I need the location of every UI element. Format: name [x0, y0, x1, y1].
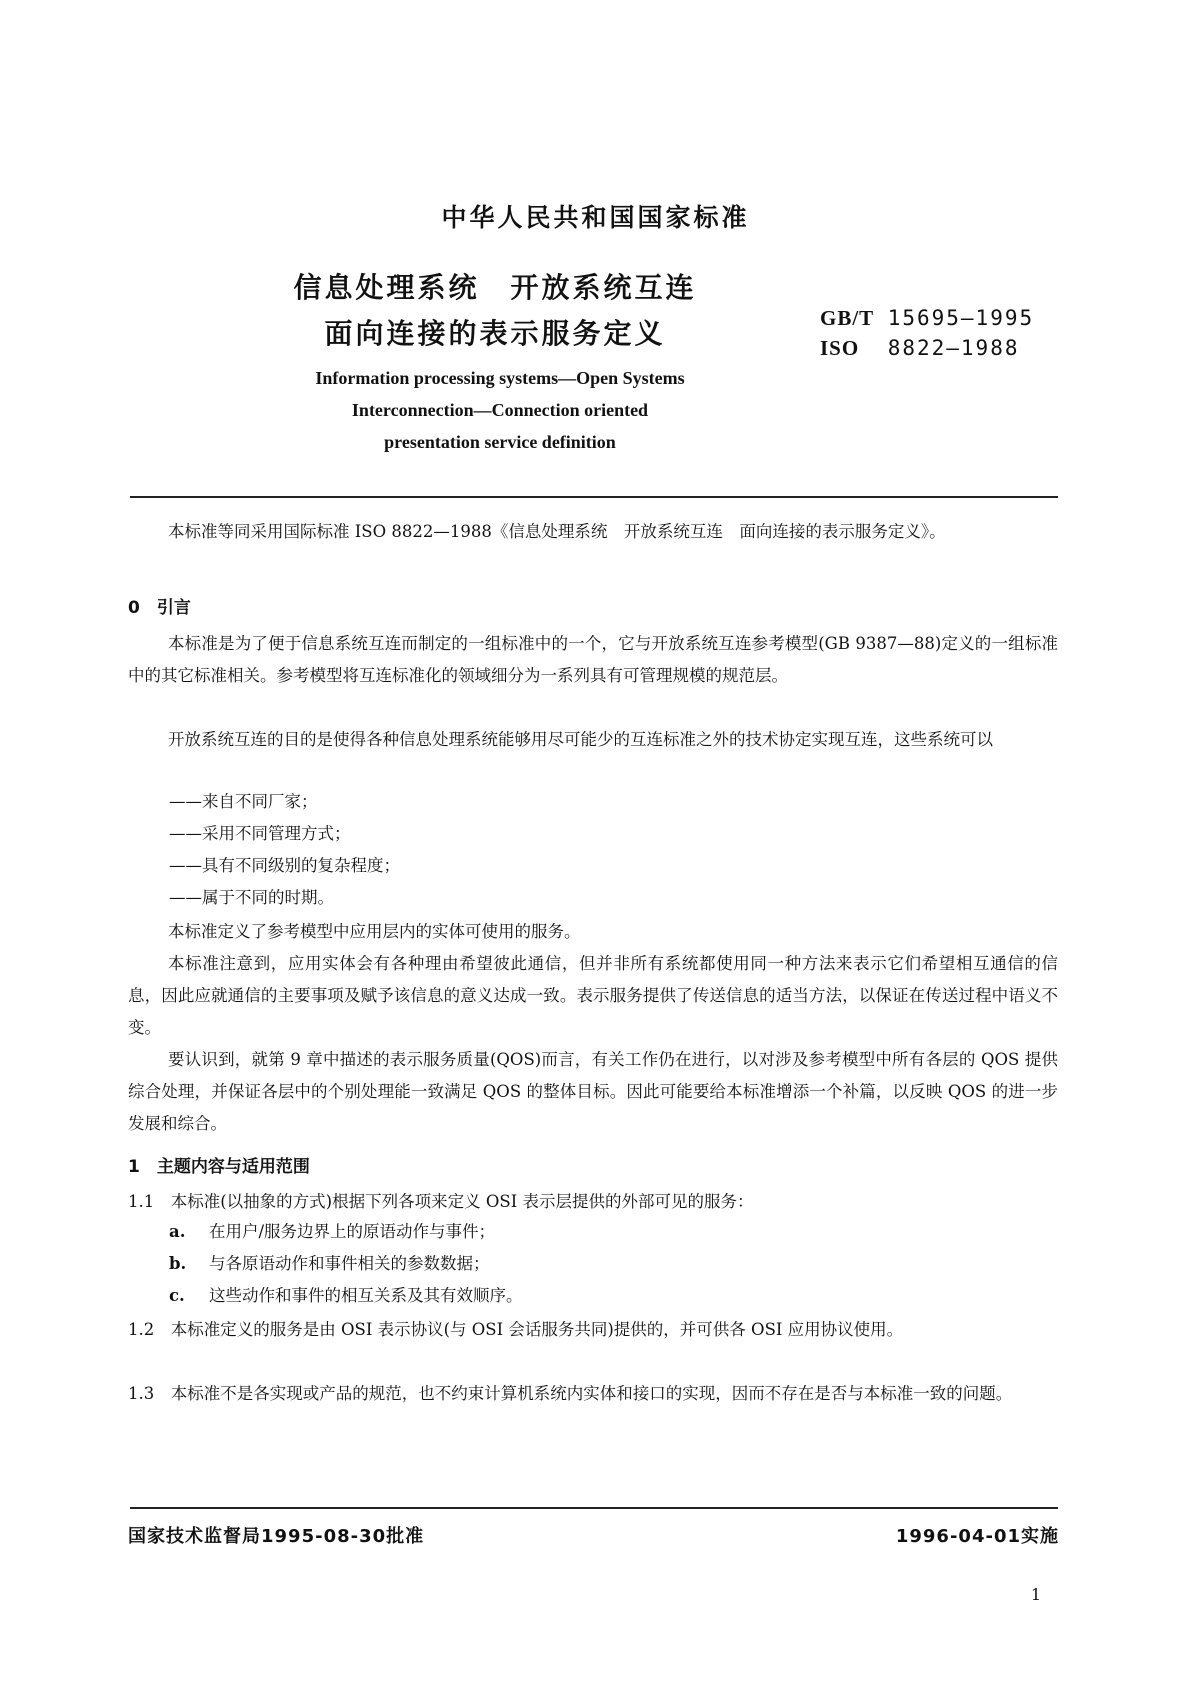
title-cn-line1: 信息处理系统 开放系统互连: [293, 271, 697, 304]
approval-date: 国家技术监督局1995-08-30批准: [128, 1526, 425, 1547]
std-iso-label: ISO: [820, 336, 860, 360]
list-item-text: 在用户/服务边界上的原语动作与事件；: [209, 1222, 496, 1241]
list-item: [169, 1218, 495, 1242]
list-item-text: 与各原语动作和事件相关的参数数据；: [209, 1254, 490, 1273]
page-number: 1: [1030, 1585, 1041, 1604]
intro-paragraph-2: 开放系统互连的目的是使得各种信息处理系统能够用尽可能少的互连标准之外的技术协定实现互连，这些系统可以: [168, 730, 993, 749]
intro-paragraph-5: 要认识到，就第 9 章中描述的表示服务质量(QOS)而言，有关工作仍在进行，以对涉及参考模型中所有各层的 QOS 提供综合处理，并保证各层中的个别处理能一致满足 QOS 的整体目标。因此可能要给本标准增添一个补篇，以反映 QOS 的进一步发展和综合。: [128, 1050, 1058, 1133]
list-item: [169, 1250, 490, 1274]
list-item-text: 这些动作和事件的相互关系及其有效顺序。: [209, 1286, 523, 1305]
clause-1-2: 1.2 本标准定义的服务是由 OSI 表示协议(与 OSI 会话服务共同)提供的，并可供各 OSI 应用协议使用。: [128, 1320, 904, 1339]
intro-paragraph-1: 本标准是为了便于信息系统互连而制定的一组标准中的一个，它与开放系统互连参考模型(GB 9387—88)定义的一组标准中的其它标准相关。参考模型将互连标准化的领域细分为一系列具有可管理规模的规范层。: [128, 634, 1058, 685]
title-cn-line2: 面向连接的表示服务定义: [324, 317, 666, 350]
list-item-marker: b.: [169, 1254, 187, 1273]
std-gbt-number: 15695—1995: [887, 306, 1035, 330]
std-iso-number: 8822—1988: [887, 336, 1020, 360]
dash-item: ——采用不同管理方式；: [169, 824, 351, 843]
title-en-line3: presentation service definition: [384, 432, 616, 452]
title-en-line1: Information processing systems—Open Systems: [315, 368, 685, 388]
intro-paragraph-4: 本标准注意到，应用实体会有各种理由希望彼此通信，但并非所有系统都使用同一种方法来表示它们希望相互通信的信息，因此应就通信的主要事项及赋予该信息的意义达成一致。表示服务提供了传送信息的适当方法，以保证在传送过程中语义不变。: [128, 954, 1058, 1037]
title-en-line2: Interconnection—Connection oriented: [351, 400, 649, 420]
list-item-marker: c.: [169, 1286, 185, 1305]
adoption-note: 本标准等同采用国际标准 ISO 8822—1988《信息处理系统 开放系统互连 面向连接的表示服务定义》。: [168, 522, 946, 541]
dash-item: ——来自不同厂家；: [169, 792, 318, 811]
intro-paragraph-3: 本标准定义了参考模型中应用层内的实体可使用的服务。: [168, 922, 581, 941]
std-gbt-label: GB/T: [820, 306, 875, 330]
list-item: [169, 1282, 523, 1306]
list-item-marker: a.: [169, 1222, 186, 1241]
implementation-date: 1996-04-01实施: [895, 1526, 1059, 1547]
section-1-heading: 1 主题内容与适用范围: [128, 1157, 310, 1177]
clause-1-1: 1.1 本标准(以抽象的方式)根据下列各项来定义 OSI 表示层提供的外部可见的服务：: [128, 1192, 754, 1211]
dash-item: ——属于不同的时期。: [169, 888, 334, 907]
section-0-heading: 0 引言: [128, 598, 191, 618]
clause-1-3: 1.3 本标准不是各实现或产品的规范，也不约束计算机系统内实体和接口的实现，因而不存在是否与本标准一致的问题。: [128, 1384, 1013, 1403]
national-standard-heading: 中华人民共和国国家标准: [441, 203, 750, 232]
header-divider: [130, 496, 1058, 498]
standard-number-iso: [820, 336, 1019, 361]
standard-number-gbt: [820, 306, 1034, 331]
footer-divider: [130, 1507, 1058, 1509]
title-en: [200, 362, 800, 458]
dash-item: ——具有不同级别的复杂程度；: [169, 856, 400, 875]
